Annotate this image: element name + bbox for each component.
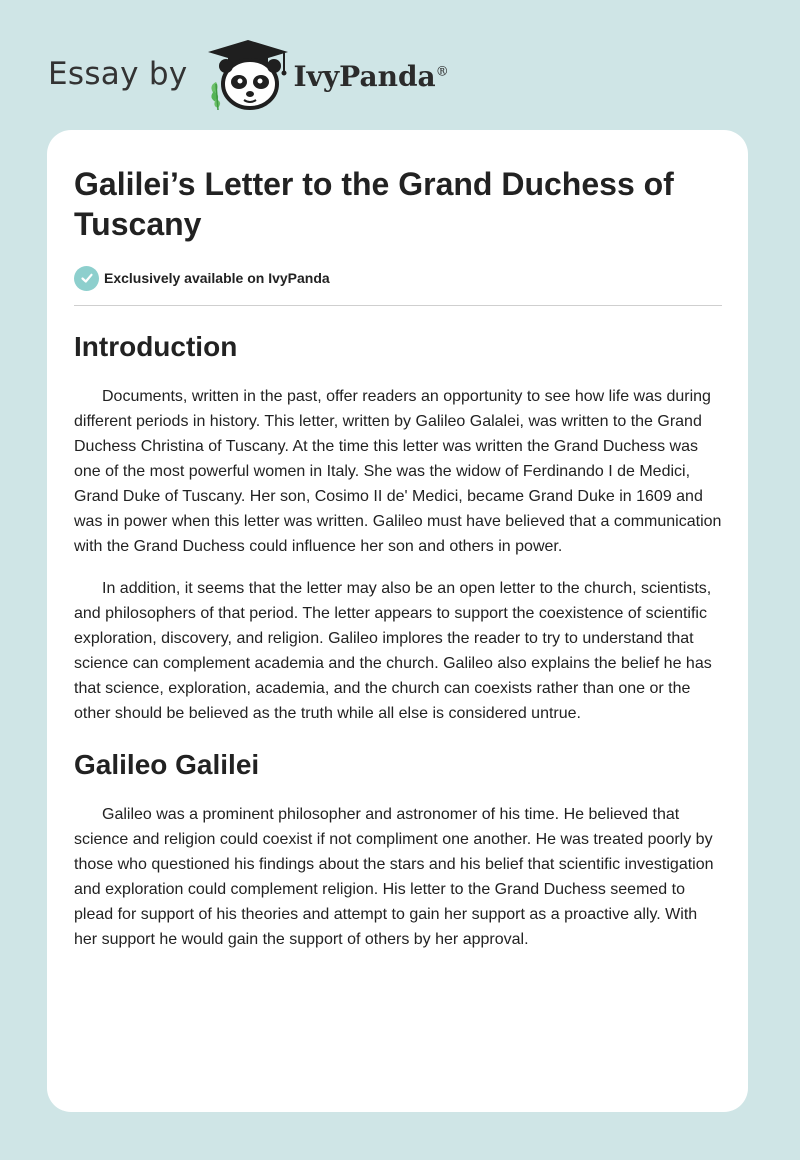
essay-by-label: Essay by bbox=[48, 56, 188, 92]
section-heading-introduction: Introduction bbox=[74, 331, 238, 362]
title-divider bbox=[74, 305, 722, 306]
site-header bbox=[48, 36, 449, 112]
essay-card bbox=[47, 130, 748, 1112]
exclusive-badge bbox=[74, 265, 722, 291]
ivypanda-brand[interactable]: IvyPanda® bbox=[293, 59, 449, 93]
paragraph: In addition, it seems that the letter may also be an open letter to the church, scientists, and philosophers of that period. The letter appears to support the coexistence of scientific exploration, discovery, and religion. Galileo implores the reader to try to understand that science can complement academia and the church. Galileo also explains the belief he has that science, exploration, academia, and the church can coexists rather than one or the other should be believed as the truth while all else is considered untrue. bbox=[74, 580, 712, 722]
essay-title: Galilei’s Letter to the Grand Duchess of Tuscany bbox=[74, 166, 674, 242]
panda-logo-icon[interactable] bbox=[204, 36, 292, 112]
registered-mark: ® bbox=[435, 64, 449, 80]
check-icon bbox=[74, 266, 99, 291]
section-heading-galileo-galilei: Galileo Galilei bbox=[74, 749, 260, 780]
paragraph: Documents, written in the past, offer readers an opportunity to see how life was during different periods in history. This letter, written by Galileo Galalei, was written to the Grand Duchess Christina of Tuscany. At the time this letter was written the Grand Duchess was one of the most powerful women in Italy. She was the widow of Ferdinando I de Medici, Grand Duke of Tuscany. Her son, Cosimo II de' Medici, became Grand Duke in 1609 and was in power when this letter was written. Galileo must have believed that a communication with the Grand Duchess could influence her son and others in power. bbox=[74, 388, 722, 555]
paragraph: Galileo was a prominent philosopher and astronomer of his time. He believed that science and religion could coexist if not compliment one another. He was treated poorly by those who questioned his findings about the stars and his belief that scientific investigation and exploration could complement religion. His letter to the Grand Duchess seemed to plead for support of his theories and attempt to gain her support as a proactive ally. With her support he would gain the support of others by her approval. bbox=[74, 806, 714, 948]
badge-label: Exclusively available on IvyPanda bbox=[104, 270, 330, 286]
